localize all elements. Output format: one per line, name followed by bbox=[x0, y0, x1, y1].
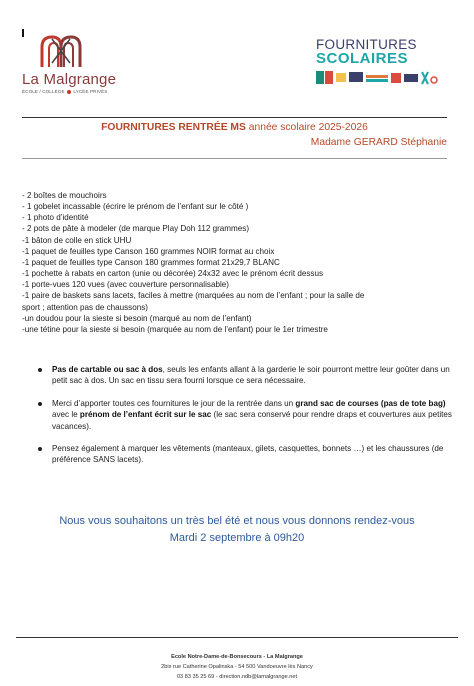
note-bold: Pas de cartable ou sac à dos bbox=[52, 365, 163, 374]
supplies-logo bbox=[316, 37, 440, 93]
note-text: Pensez également à marquer les vêtements (manteaux, gilets, casquettes, bonnets …) et les chaussures (de préférence SANS lacets). bbox=[52, 444, 444, 465]
list-item: - 2 boîtes de mouchoirs bbox=[22, 191, 107, 200]
footer bbox=[16, 652, 458, 682]
footer-contact: 03 83 35 25 69 - direction.ndb@lamalgrange.net bbox=[176, 674, 298, 680]
school-logo-subtitle bbox=[22, 89, 107, 94]
list-item: -un doudou pour la sieste si besoin (marqué au nom de l’enfant) bbox=[22, 313, 252, 323]
note-text: Merci d’apporter toutes ces fournitures le jour de la rentrée dans un bbox=[52, 398, 296, 408]
note-bold: prénom de l’enfant écrit sur le sac bbox=[79, 410, 212, 420]
footer-address: 2bis rue Catherine Opalinska - 54 500 Vandoeuvre lès Nancy bbox=[161, 664, 313, 670]
list-item: - 1 photo d’identité bbox=[22, 213, 89, 223]
school-logo-dot-icon bbox=[67, 90, 71, 94]
school-logo-name: La Malgrange bbox=[22, 71, 117, 88]
list-item: sport ; attention pas de chaussons) bbox=[22, 302, 148, 312]
school-supplies-icon bbox=[316, 70, 440, 86]
school-logo-sub-right: LYCÉE PRIVÉS bbox=[73, 89, 108, 94]
school-logo-sub-left: ÉCOLE / COLLÈGE bbox=[22, 89, 65, 94]
school-logo bbox=[22, 33, 122, 95]
school-arch-icon bbox=[40, 33, 82, 67]
note-text: , seuls les enfants allant à la garderie le soir pourront mettre leur goûter dans un petit sac à dos. Un sac en tissu sera fourni lorsque ce sera nécessaire. bbox=[52, 365, 450, 386]
closing-line-2: Mardi 2 septembre à 09h20 bbox=[169, 532, 305, 544]
note-shopping-bag bbox=[38, 398, 456, 432]
list-item: -1 paquet de feuilles type Canson 160 grammes NOIR format au choix bbox=[22, 246, 275, 256]
note-bold: grand sac de courses (pas de tote bag) bbox=[295, 398, 446, 408]
supplies-logo-line1: FOURNITURES bbox=[316, 37, 417, 52]
footer-school: Ecole Notre-Dame-de-Bonsecours - La Malgrange bbox=[171, 654, 303, 660]
header-rule bbox=[22, 117, 447, 118]
closing-line-1: Nous vous souhaitons un très bel été et nous vous donnons rendez-vous bbox=[59, 515, 415, 527]
note-text: avec le bbox=[52, 410, 80, 420]
list-item: -1 bâton de colle en stick UHU bbox=[22, 235, 132, 245]
notes-list bbox=[38, 364, 456, 477]
list-item: -1 paquet de feuilles type Canson 180 grammes format 21x29,7 BLANC bbox=[22, 257, 280, 267]
list-item: -1 porte-vues 120 vues (avec couverture personnalisable) bbox=[22, 280, 229, 290]
page-title bbox=[22, 122, 447, 133]
note-label-clothes bbox=[38, 443, 456, 466]
title-rule bbox=[22, 158, 447, 159]
list-item: -une tétine pour la sieste si besoin (marquée au nom de l’enfant) pour le 1er trimestre bbox=[22, 324, 328, 334]
title-school-year: année scolaire 2025-2026 bbox=[248, 122, 368, 133]
footer-rule bbox=[16, 637, 458, 638]
note-no-backpack bbox=[38, 364, 456, 387]
title-main: FOURNITURES RENTRÉE MS bbox=[101, 122, 246, 133]
teacher-name: Madame GERARD Stéphanie bbox=[310, 137, 447, 148]
list-item: - 1 gobelet incassable (écrire le prénom de l’enfant sur le côté ) bbox=[22, 202, 249, 212]
list-item: -1 paire de baskets sans lacets, faciles à mettre (marquées au nom de l’enfant ; pour la salle de bbox=[22, 291, 365, 301]
list-item: - 2 pots de pâte à modeler (de marque Play Doh 112 grammes) bbox=[22, 224, 250, 234]
note-text: (le sac sera conservé pour rendre draps et couvertures aux petites vacances). bbox=[52, 410, 452, 431]
supplies-logo-line2: SCOLAIRES bbox=[316, 50, 409, 67]
closing-message bbox=[22, 513, 452, 547]
supplies-list bbox=[22, 190, 452, 335]
list-item: -1 pochette à rabats en carton (unie ou décorée) 24x32 avec le prénom écrit dessus bbox=[22, 269, 323, 279]
